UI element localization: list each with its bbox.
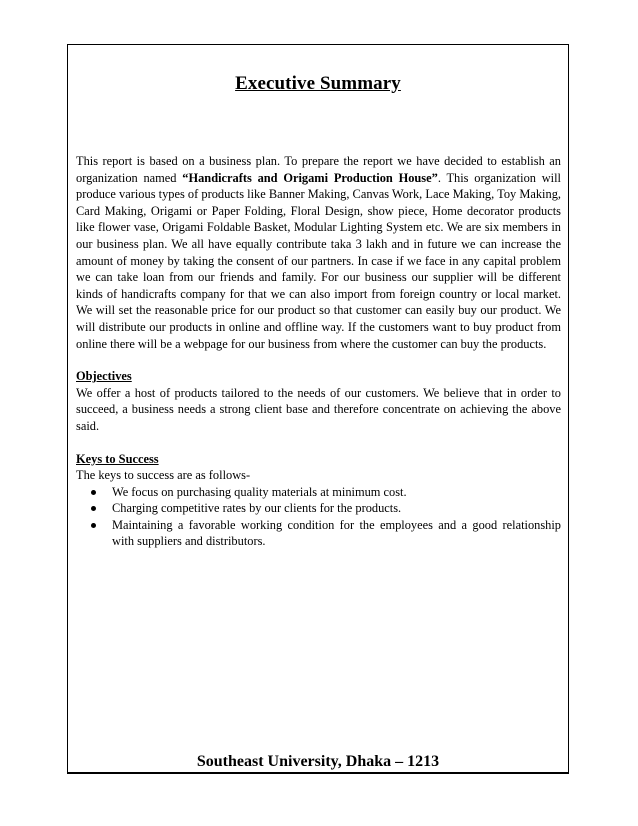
keys-heading: Keys to Success — [76, 451, 159, 466]
list-item — [112, 484, 561, 501]
document-body — [76, 153, 561, 550]
list-item-text: We focus on purchasing quality materials at minimum cost. — [112, 484, 407, 499]
keys-intro: The keys to success are as follows- — [76, 468, 251, 483]
list-item — [112, 500, 561, 517]
intro-paragraph — [76, 153, 561, 352]
objectives-heading: Objectives — [76, 369, 132, 384]
page-title: Executive Summary — [235, 73, 401, 94]
bullet-icon — [91, 506, 96, 511]
page-footer: Southeast University, Dhaka – 1213 — [196, 753, 440, 770]
list-item-text: Charging competitive rates by our clients for the products. — [112, 501, 402, 516]
page-border — [67, 44, 569, 773]
organization-name: “Handicrafts and Origami Production House” — [182, 170, 438, 185]
intro-text-end: . This organization will produce various types of products like Banner Making, Canvas Work, Lace Making, Toy Making, Card Making, Origami or Paper Folding, Floral Design, show piece, Home decorator products like flower vase, Origami Foldable Basket, Modular Lighting System etc. We are six members in our business plan. We all have equally contribute taka 3 lakh and in future we can increase the amount of money by taking the consent of our partners. In case if we face in any capital problem we can take loan from our friends and family. For our business our supplier will be different kinds of handicrafts company for that we can also import from foreign country or local market. We will set the reasonable price for our product so that customer can easily buy our product. We will distribute our products in online and offline way. If the customers want to buy product from online there will be a webpage for our business from where the customer can buy the products. — [76, 170, 561, 351]
intro-text-start: This report is based on a business plan. To prepare the report we have decided to establish an organization named — [76, 154, 561, 185]
bullet-icon — [91, 490, 96, 495]
keys-list — [76, 484, 561, 550]
objectives-paragraph: We offer a host of products tailored to the needs of our customers. We believe that in order to succeed, a business needs a strong client base and therefore concentrate on achieving the above said. — [76, 385, 561, 433]
bullet-icon — [91, 523, 96, 528]
list-item — [112, 517, 561, 550]
list-item-text: Maintaining a favorable working condition for the employees and a good relationship with suppliers and distributors. — [112, 517, 561, 549]
